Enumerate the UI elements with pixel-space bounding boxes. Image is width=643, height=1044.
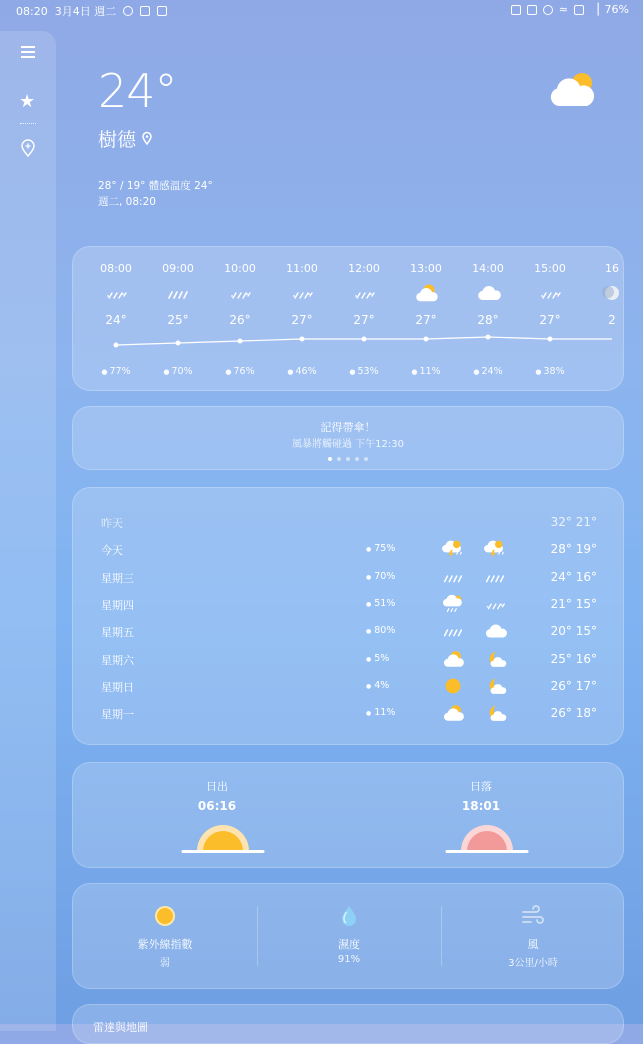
thunderstorm-icon — [440, 539, 466, 559]
humidity-label: 濕度 — [338, 938, 360, 951]
day-rain-chance: ● 80% — [366, 625, 395, 636]
hour-time: 12:00 — [348, 262, 380, 275]
trend-point — [114, 343, 119, 348]
umbrella-alert-card[interactable] — [72, 406, 624, 470]
day-row[interactable] — [73, 621, 625, 641]
wind-value: 3公里/小時 — [508, 958, 558, 969]
day-row[interactable] — [73, 703, 625, 723]
moon-cloud-icon — [482, 703, 508, 723]
uv-value: 弱 — [160, 958, 170, 969]
hour-temp: 27° — [415, 313, 437, 327]
sunrise-label: 日出 — [206, 780, 228, 793]
drizzle-icon — [536, 283, 564, 303]
menu-icon[interactable] — [21, 46, 35, 58]
side-rail — [0, 31, 56, 1031]
drizzle-icon — [102, 283, 130, 303]
day-name: 昨天 — [101, 517, 123, 530]
city-label: 樹德 — [98, 129, 137, 151]
humidity-drop-icon — [337, 904, 361, 928]
humidity[interactable] — [257, 884, 441, 990]
day-row[interactable] — [73, 539, 625, 559]
trend-point — [548, 337, 553, 342]
hour-time: 11:00 — [286, 262, 318, 275]
hour-temp: 2 — [608, 313, 616, 327]
day-name: 星期五 — [101, 626, 134, 640]
drizzle-icon — [482, 594, 508, 614]
partly-cloudy-icon — [440, 703, 466, 723]
star-icon[interactable]: ★ — [19, 91, 36, 112]
hour-temp: 25° — [167, 313, 189, 327]
hour-temp: 24° — [105, 313, 127, 327]
hour-rain-chance: ● 77% — [85, 366, 147, 377]
hour-rain-chance: ● 53% — [333, 366, 395, 377]
high-low-feels: 28° / 19° 體感溫度 24° — [98, 180, 213, 192]
uv-index[interactable] — [73, 884, 257, 990]
data-saver-icon — [574, 5, 584, 15]
dnd-icon — [123, 6, 133, 16]
trend-point — [362, 337, 367, 342]
sunset-time: 18:01 — [461, 799, 501, 813]
sunset-label: 日落 — [470, 780, 492, 793]
daily-forecast-card[interactable] — [72, 487, 624, 745]
city-name[interactable] — [98, 125, 152, 152]
day-high-low: 21° 15° — [550, 596, 597, 611]
day-name: 星期六 — [101, 653, 134, 667]
trend-point — [300, 337, 305, 342]
current-temperature: 24° — [98, 64, 177, 118]
pager-dot[interactable] — [355, 457, 359, 461]
hour-temp: 26° — [229, 313, 251, 327]
sunrise-icon — [181, 825, 265, 855]
drizzle-icon — [226, 283, 254, 303]
battery-level: 76% — [604, 3, 629, 16]
cloudy-icon — [474, 283, 502, 303]
moon-cloud-icon — [482, 649, 508, 669]
day-rain-chance: ● 70% — [366, 571, 395, 582]
rain-icon — [440, 567, 466, 587]
uv-sun-icon — [153, 904, 177, 928]
hour-rain-chance: ● 70% — [147, 366, 209, 377]
day-rain-chance: ● 5% — [366, 653, 389, 664]
shower-icon — [440, 594, 466, 614]
hour-temp: 27° — [353, 313, 375, 327]
day-row[interactable] — [73, 649, 625, 669]
hour-rain-chance: ● 38% — [519, 366, 581, 377]
wind[interactable] — [441, 884, 625, 990]
moon-icon — [598, 283, 626, 303]
day-rain-chance: ● 4% — [366, 680, 389, 691]
day-row[interactable] — [73, 676, 625, 696]
nfc-icon — [527, 5, 537, 15]
drizzle-icon — [288, 283, 316, 303]
partly-cloudy-icon — [412, 283, 440, 303]
humidity-value: 91% — [337, 954, 361, 965]
pager-dot[interactable] — [346, 457, 350, 461]
rain-icon — [164, 283, 192, 303]
hour-rain-chance: ● 11% — [395, 366, 457, 377]
hour-time: 16 — [605, 262, 619, 275]
hour-rain-chance: ● 24% — [457, 366, 519, 377]
day-high-low: 26° 18° — [550, 706, 597, 721]
radar-map-label: 雷達與地圖 — [93, 1021, 148, 1034]
wind-label: 風 — [527, 938, 539, 951]
battery-saver-icon — [511, 5, 521, 15]
day-name: 星期日 — [101, 680, 134, 694]
cloudy-icon — [482, 621, 508, 641]
thunderstorm-icon — [482, 539, 508, 559]
wifi-icon: ≈ — [558, 3, 569, 16]
hour-time: 09:00 — [162, 262, 194, 275]
rain-icon — [440, 621, 466, 641]
location-add-icon[interactable] — [20, 139, 36, 161]
yesterday-row — [73, 512, 625, 532]
day-name: 今天 — [101, 544, 123, 558]
trend-point — [424, 337, 429, 342]
hour-temp: 27° — [291, 313, 313, 327]
day-row[interactable] — [73, 594, 625, 614]
hour-temp: 28° — [477, 313, 499, 327]
rain-icon — [482, 567, 508, 587]
day-high-low: 26° 17° — [550, 678, 597, 693]
hour-time: 08:00 — [100, 262, 132, 275]
rail-divider — [20, 123, 36, 124]
sunset-icon — [445, 825, 529, 855]
alert-title: 記得帶傘！ — [320, 421, 376, 434]
hour-time: 15:00 — [534, 262, 566, 275]
hour-rain-chance: ● 76% — [209, 366, 271, 377]
drizzle-icon — [350, 283, 378, 303]
sun-icon — [440, 676, 466, 696]
pager-dot[interactable] — [337, 457, 341, 461]
day-name: 星期一 — [101, 708, 134, 722]
day-high-low: 24° 16° — [550, 569, 597, 584]
details-card[interactable] — [72, 883, 624, 989]
hour-rain-chance: ● 46% — [271, 366, 333, 377]
updated-time: 週二, 08:20 — [98, 196, 156, 208]
hour-time: 13:00 — [410, 262, 442, 275]
radar-map-card[interactable] — [72, 1004, 624, 1044]
hour-time: 14:00 — [472, 262, 504, 275]
hour-temp: 27° — [539, 313, 561, 327]
partly-cloudy-icon — [440, 649, 466, 669]
day-high-low: 32° 21° — [550, 515, 597, 529]
location-pin-icon — [142, 132, 152, 145]
check-icon — [140, 6, 150, 16]
hourly-forecast-card[interactable] — [72, 246, 624, 391]
day-name: 星期四 — [101, 598, 134, 612]
moon-cloud-icon — [482, 676, 508, 696]
day-row[interactable] — [73, 567, 625, 587]
uv-label: 紫外線指數 — [137, 938, 193, 951]
mute-icon — [543, 5, 553, 15]
wind-icon — [521, 904, 545, 928]
day-high-low: 25° 16° — [550, 651, 597, 666]
status-bar — [0, 0, 641, 20]
hour-time: 10:00 — [224, 262, 256, 275]
signal-icon: ▕ — [590, 3, 599, 16]
lock-icon — [157, 6, 167, 16]
alert-subtitle: 風暴將觸碰過 下午12:30 — [292, 439, 404, 450]
trend-point — [238, 339, 243, 344]
alert-pager — [73, 457, 623, 461]
trend-point — [486, 335, 491, 340]
day-rain-chance: ● 75% — [366, 543, 395, 554]
day-rain-chance: ● 11% — [366, 707, 395, 718]
status-time: 08:20 — [16, 4, 48, 18]
status-date: 3月4日 週二 — [54, 5, 117, 18]
sunrise-time: 06:16 — [197, 799, 237, 813]
day-high-low: 28° 19° — [550, 542, 597, 557]
pager-dot[interactable] — [328, 457, 332, 461]
pager-dot[interactable] — [364, 457, 368, 461]
day-rain-chance: ● 51% — [366, 598, 395, 609]
day-name: 星期三 — [101, 571, 134, 585]
trend-point — [176, 341, 181, 346]
temperature-trend-line — [73, 327, 625, 357]
partly-cloudy-icon — [547, 70, 599, 114]
day-high-low: 20° 15° — [550, 624, 597, 639]
sun-card — [72, 762, 624, 868]
